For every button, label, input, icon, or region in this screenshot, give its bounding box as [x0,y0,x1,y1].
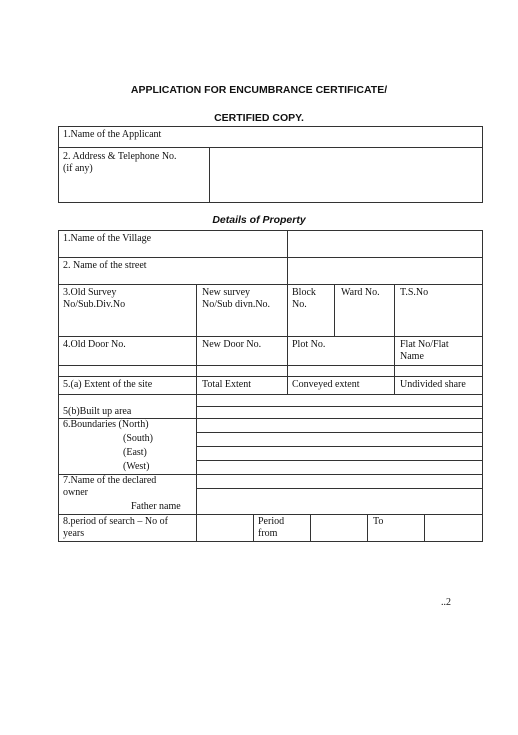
boundary-south-label: (South) [123,433,153,444]
flat-label: Flat No/Flat Name [400,339,449,362]
extent-label: 5.(a) Extent of the site [63,379,153,390]
undivided-share-label: Undivided share [400,379,466,390]
old-survey-label: 3.Old Survey No/Sub.Div.No [63,287,126,310]
new-survey-label: New survey No/Sub divn.No. [202,287,271,310]
built-up-label: 5(b)Built up area [63,406,132,417]
old-door-label: 4.Old Door No. [63,339,126,350]
form-title: APPLICATION FOR ENCUMBRANCE CERTIFICATE/ [130,84,388,96]
applicant-address-label: 2. Address & Telephone No. (if any) [63,151,177,174]
street-label: 2. Name of the street [63,260,147,271]
form-subtitle: CERTIFIED COPY. [214,112,304,124]
boundary-west-label: (West) [123,461,150,472]
page-number: ..2 [441,597,451,608]
declared-owner-label: 7.Name of the declared owner [63,475,157,498]
ward-label: Ward No. [341,287,380,298]
period-label: 8.period of search – No of years [63,516,168,539]
ts-label: T.S.No [400,287,429,298]
plot-label: Plot No. [292,339,326,350]
boundary-east-label: (East) [123,447,147,458]
boundary-north-label: 6.Boundaries (North) [63,419,149,430]
village-label: 1.Name of the Village [63,233,152,244]
conveyed-extent-label: Conveyed extent [292,379,360,390]
new-door-label: New Door No. [202,339,262,350]
period-to-label: To [373,516,384,527]
total-extent-label: Total Extent [202,379,252,390]
block-label: Block No. [292,287,316,310]
property-heading: Details of Property [212,214,306,226]
period-from-label: Period from [258,516,285,539]
applicant-name-label: 1.Name of the Applicant [63,129,162,140]
father-name-label: Father name [131,501,181,512]
